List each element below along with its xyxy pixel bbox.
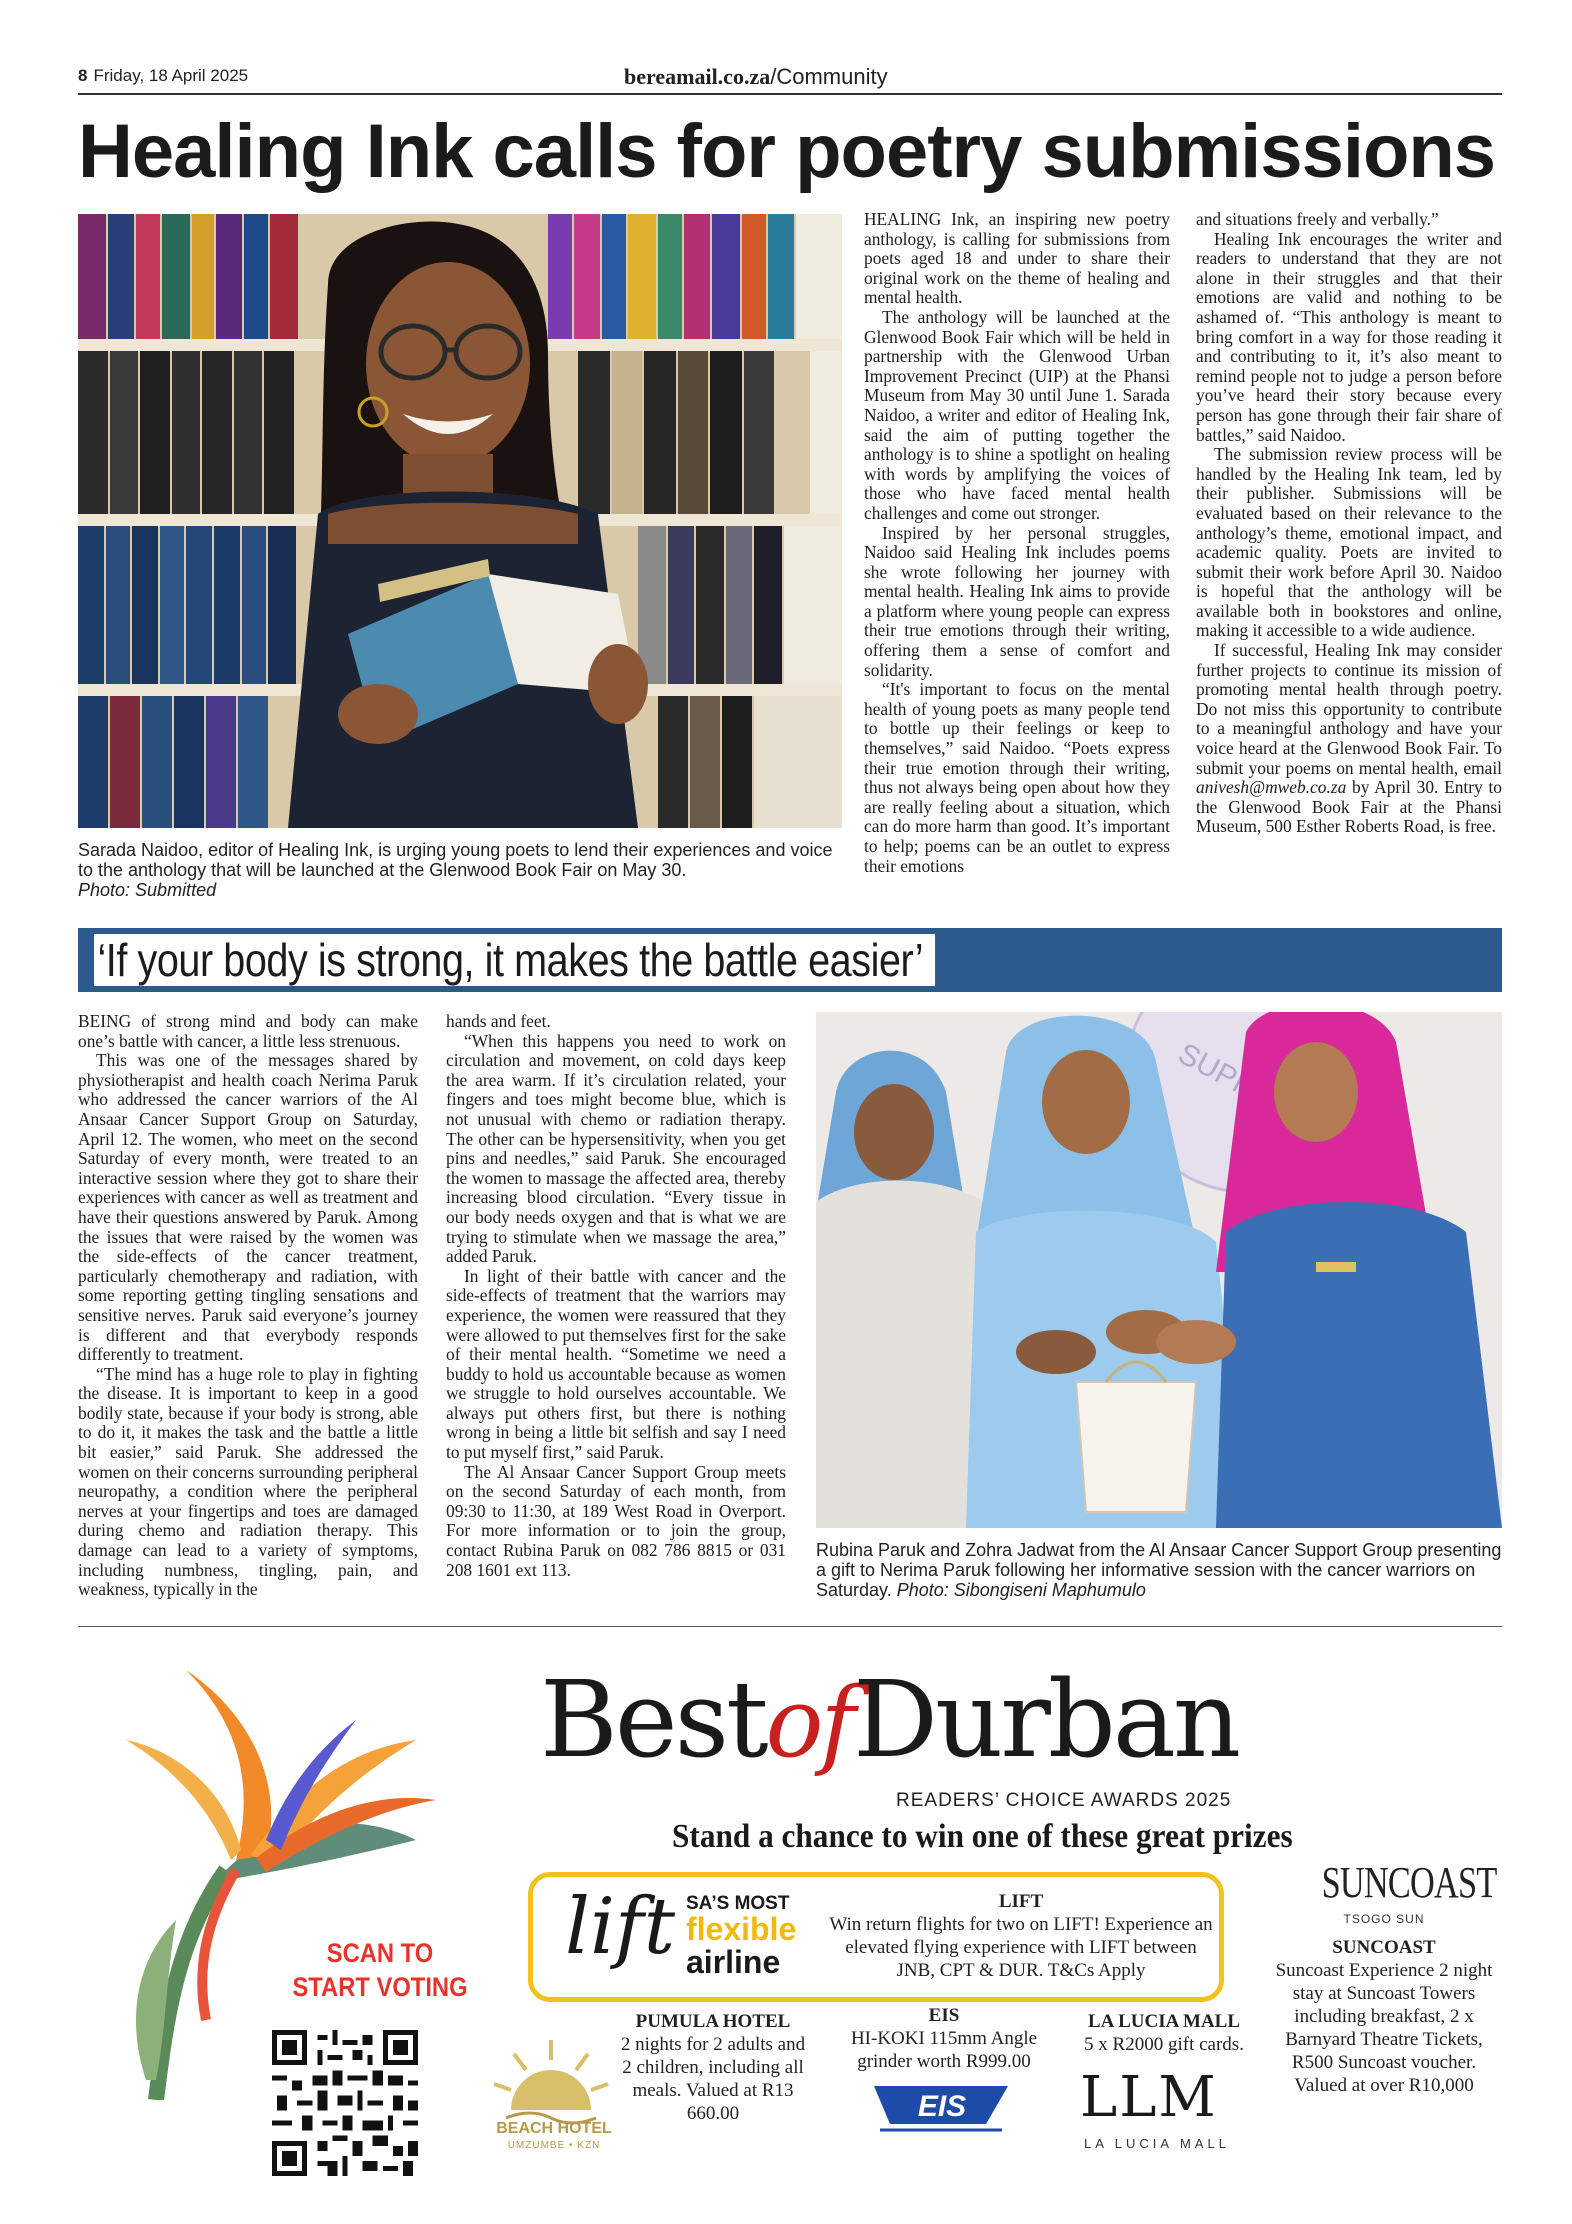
article2-photo-caption	[816, 1540, 1506, 1600]
article1-paragraph	[1196, 641, 1502, 837]
tsogo-sun-label: TSOGO SUN	[1343, 1912, 1425, 1926]
paragraph-text: If successful, Healing Ink may consider further projects to continue its mission of promoting mental health through poetry. Do not miss this opportunity to contribute to a meaningful anthology and have your voice heard at the Glenwood Book Fair. To submit your poems on mental health, email	[1196, 640, 1502, 778]
best-of-durban-logo	[540, 1660, 1238, 1783]
issue-date: Friday, 18 April 2025	[93, 66, 249, 85]
lift-prize-text: Win return flights for two on LIFT! Experience an elevated flying experience with LIFT between JNB, CPT & DUR. T&Cs Apply	[829, 1914, 1213, 1981]
article2-paragraph: This was one of the messages shared by physiotherapist and health coach Nerima Paruk who addressed the cancer warriors of the Al Ansaar Cancer Support Group on Saturday, April 12. The women, who meet on the second Saturday of every month, were treated to an interactive session where they got to share their experiences with cancer as well as treatment and have their questions answered by Paruk. Among the issues that were raised by the women was the side-effects of the cancer treatment, particularly chemotherapy and radiation, with some reporting getting tingling sensations and sensitive nerves. Paruk said everyone’s journey is different and that everybody responds differently to treatment.	[78, 1050, 418, 1365]
header-rule	[78, 93, 1502, 95]
llm-prize-title: LA LUCIA MALL	[1087, 2011, 1241, 2032]
pumula-prize-title: PUMULA HOTEL	[635, 2011, 791, 2032]
pumula-prize-text: 2 nights for 2 adults and 2 children, including all meals. Valued at R13 660.00	[620, 2034, 806, 2124]
article2-paragraph: BEING of strong mind and body can make one’s battle with cancer, a little less strenuous.	[78, 1011, 418, 1051]
article1-paragraph: The anthology will be launched at the Glenwood Book Fair which will be held in partnership with the Glenwood Urban Improvement Precinct (UIP) at the Phansi Museum from May 30 until June 1. Sarada Naidoo, a writer and editor of Healing Ink, said the aim of putting together the anthology is to shine a spotlight on healing with words by amplifying the voices of those who have faced mental health challenges and come out stronger.	[864, 306, 1170, 523]
suncoast-logo: SUNCOAST	[1321, 1858, 1497, 1907]
page-date-line	[78, 66, 248, 86]
article2-paragraph: “The mind has a huge role to play in fighting the disease. It is important to keep in a good bodily state, because if your body is strong, able to do it, it makes the task and the battle a little bit easier,” said Paruk. She addressed the women on their concerns surrounding peripheral neuropathy, a condition where the peripheral nerves at your fingertips and toes are damaged during chemo and radiation therapy. This damage can lead to a variety of symptoms, including numbness, tingling, pain, and weakness, typically in the	[78, 1363, 418, 1600]
logo-word-best: Best	[540, 1658, 766, 1781]
caption-text: Sarada Naidoo, editor of Healing Ink, is urging young poets to lend their experiences and voice to the anthology that will be launched at the Glenwood Book Fair on May 30.	[78, 840, 833, 880]
logo-word-of: of	[765, 1667, 853, 1779]
pumula-logo-sub: UMZUMBE • KZN	[507, 2140, 601, 2151]
article1-photo-caption	[78, 840, 848, 900]
bookshelf-photo-illustration	[78, 214, 842, 828]
article1-column-1	[864, 210, 1170, 876]
lift-logo: lift	[565, 1882, 676, 1972]
scan-line-2: START VOTING	[292, 1972, 468, 2002]
article1-photo	[78, 214, 842, 828]
logo-word-durban: Durban	[852, 1658, 1239, 1781]
lift-prize-description	[826, 1890, 1216, 1982]
section-divider	[78, 1626, 1502, 1627]
ad-tagline: Stand a chance to win one of these great prizes	[672, 1818, 1293, 1855]
suncoast-prize-text: Suncoast Experience 2 night stay at Suncoast Towers including breakfast, 2 x Barnyard Theatre Tickets, R500 Suncoast voucher. Valued at over R10,000	[1275, 1960, 1493, 2096]
pumula-logo-name: BEACH HOTEL	[496, 2120, 612, 2137]
lift-tagline-3: airline	[686, 1944, 781, 1980]
awards-subtitle: READERS’ CHOICE AWARDS 2025	[896, 1790, 1232, 1811]
article1-column-2	[1196, 210, 1502, 837]
article1-paragraph: Healing Ink encourages the writer and readers to understand that they are not alone in their struggles and that their emotions are valid and nothing to be ashamed of. “This anthology is meant to bring comfort in a way for those reading it and contributing to it, it’s also meant to remind people not to judge a person before you’ve heard their story because every person has gone through their fair share of battles,” said Naidoo.	[1196, 228, 1502, 445]
article1-paragraph: “It's important to focus on the mental health of young poets as many people tend to bottle up their feelings or keep to themselves,” said Naidoo. “Poets express their true emotion through their writing, thus not always being open about how they are really feeling about a situation, which can do more harm than good. It’s important to help; poems can be an outlet to express their emotions	[864, 679, 1170, 876]
suncoast-prize	[1268, 1936, 1500, 2097]
article2-headline: ‘If your body is strong, it makes the battle easier’	[94, 934, 935, 986]
submission-email[interactable]: anivesh@mweb.co.za	[1196, 777, 1347, 798]
article2-paragraph: In light of their battle with cancer and the side-effects of treatment that the warriors may experience, the women were reassured that they were allowed to put themselves first for the sake of their mental health. “Sometime we need a buddy to hold us accountable because as women we struggle to hold ourselves accountable. We always put others first, but there is nothing wrong in being a little bit selfish and say I need to put myself first,” said Paruk.	[446, 1265, 786, 1463]
lift-prize-title: LIFT	[998, 1891, 1044, 1912]
article2-column-2	[446, 1012, 786, 1580]
eis-logo-text: EIS	[917, 2090, 967, 2123]
site-name: bereamail.co.za	[624, 64, 771, 89]
eis-logo-icon	[866, 2080, 1016, 2136]
caption-text: Rubina Paruk and Zohra Jadwat from the Al Ansaar Cancer Support Group presenting a gift to Nerima Paruk following her informative session with the cancer warriors on Saturday.	[816, 1540, 1502, 1600]
llm-logo: LLM	[1080, 2065, 1218, 2130]
photo-credit: Photo: Sibongiseni Maphumulo	[896, 1580, 1146, 1600]
lift-tagline-2: flexible	[686, 1911, 797, 1947]
lift-tagline-1: SA’S MOST	[686, 1893, 790, 1914]
photo-credit: Photo: Submitted	[78, 880, 217, 900]
eis-prize-text: HI-KOKI 115mm Angle grinder worth R999.00	[850, 2028, 1038, 2072]
paragraph-text: by April 30. Entry to the Glenwood Book Fair at the Phansi Museum, 500 Esther Roberts Road, is free.	[1196, 777, 1502, 837]
eis-prize	[844, 2004, 1044, 2073]
scan-to-vote-text	[292, 1936, 468, 2004]
site-section-line	[624, 64, 888, 90]
article2-paragraph: The Al Ansaar Cancer Support Group meets on the second Saturday of each month, from 09:30 to 11:30, at 189 West Road in Overport. For more information or to join the group, contact Rubina Paruk on 082 786 8815 or 031 208 1601 ext 113.	[446, 1461, 786, 1580]
eis-prize-title: EIS	[928, 2005, 960, 2026]
article1-paragraph: Inspired by her personal struggles, Naidoo said Healing Ink includes poems she wrote following her journey with mental health. Healing Ink aims to provide a platform where young people can express their true emotions through their writing, offering them a sense of comfort and solidarity.	[864, 522, 1170, 680]
llm-prize	[1064, 2010, 1264, 2056]
qr-code-icon	[272, 2030, 418, 2176]
suncoast-prize-title: SUNCOAST	[1332, 1937, 1436, 1958]
pumula-prize	[620, 2010, 806, 2125]
eis-logo	[866, 2080, 1016, 2136]
llm-prize-text: 5 x R2000 gift cards.	[1084, 2034, 1244, 2055]
article1-headline: Healing Ink calls for poetry submissions	[78, 109, 1496, 194]
article2-column-1	[78, 1012, 418, 1600]
llm-logo-sub: LA LUCIA MALL	[1084, 2136, 1230, 2151]
group-photo-illustration	[816, 1012, 1502, 1528]
article1-paragraph: HEALING Ink, an inspiring new poetry anthology, is calling for submissions from poets aged 18 and under to share their original work on the theme of healing and mental health.	[864, 209, 1170, 308]
voting-qr-code[interactable]	[272, 2030, 418, 2176]
article1-paragraph: and situations freely and verbally.”	[1196, 209, 1439, 229]
article1-paragraph: The submission review process will be handled by the Healing Ink team, led by their publisher. Submissions will be evaluated based on their relevance to the anthology’s theme, emotional impact, and academic quality. Poets are invited to submit their work before April 30. Naidoo is hopeful that the anthology will be available both in bookstores and online, making it accessible to a wide audience.	[1196, 444, 1502, 641]
article2-paragraph: hands and feet.	[446, 1011, 551, 1031]
article2-paragraph: “When this happens you need to work on circulation and movement, on cold days keep the area warm. If it’s circulation related, your fingers and toes might become blue, which is not unusual with chemo or radiation therapy. The other can be hypersensitivity, when you get pins and needles,” said Paruk. She encouraged the women to massage the affected area, thereby increasing blood circulation. “Every tissue in our body needs oxygen and that is what we are trying to stimulate when we massage the area,” added Paruk.	[446, 1030, 786, 1267]
section-name: /Community	[770, 64, 888, 89]
article2-photo	[816, 1012, 1502, 1528]
sun-icon	[486, 2030, 616, 2130]
scan-line-1: SCAN TO	[326, 1938, 434, 1968]
page-number: 8	[78, 66, 88, 85]
